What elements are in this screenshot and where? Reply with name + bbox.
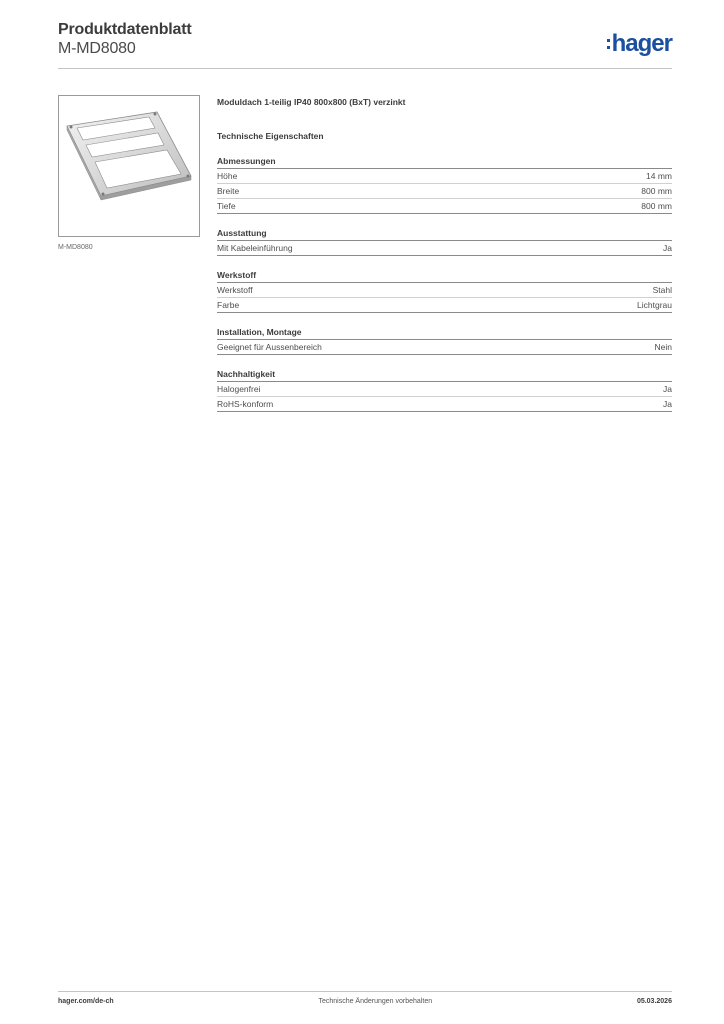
logo-dots-icon [607,39,610,49]
product-photo-icon [59,96,199,236]
footer-divider [58,991,672,992]
spec-value: Ja [663,243,672,253]
spec-group-title: Installation, Montage [217,326,672,340]
spec-group-title: Werkstoff [217,269,672,283]
spec-value: Nein [654,342,672,352]
spec-group-title: Ausstattung [217,227,672,241]
spec-row [217,169,672,184]
footer-disclaimer: Technische Änderungen vorbehalten [318,998,433,1005]
spec-content [217,96,672,412]
spec-label: Breite [217,186,240,196]
spec-row [217,382,672,397]
spec-label: Geeignet für Aussenbereich [217,342,322,352]
spec-row [217,241,672,256]
spec-group-ausstattung [217,227,672,256]
spec-group-installation [217,326,672,355]
spec-group-title: Nachhaltigkeit [217,368,672,382]
footer-website-link[interactable]: hager.com/de-ch [58,998,114,1005]
image-caption: M-MD8080 [58,244,93,251]
spec-value: 800 mm [641,186,672,196]
spec-label: Mit Kabeleinführung [217,243,293,253]
product-number: M-MD8080 [58,40,136,57]
spec-row [217,184,672,199]
spec-row [217,199,672,214]
product-name: Moduldach 1-teilig IP40 800x800 (BxT) verzinkt [217,97,406,107]
spec-value: 800 mm [641,201,672,211]
page-header [58,20,192,58]
spec-value: Ja [663,384,672,394]
spec-value: Ja [663,399,672,409]
spec-value: Stahl [652,285,672,295]
spec-label: Höhe [217,171,238,181]
logo-text: hager [611,30,672,57]
spec-group-title: Abmessungen [217,155,672,169]
spec-row [217,397,672,412]
product-image [58,95,200,237]
section-heading: Technische Eigenschaften [217,131,324,141]
spec-row [217,340,672,355]
spec-value: Lichtgrau [637,300,672,310]
footer-date: 05.03.2026 [636,998,672,1005]
spec-label: Farbe [217,300,240,310]
spec-label: Halogenfrei [217,384,261,394]
spec-label: Tiefe [217,201,236,211]
page-title: Produktdatenblatt [58,21,192,38]
spec-row [217,283,672,298]
spec-group-nachhaltigkeit [217,368,672,412]
hager-logo [607,30,672,58]
spec-value: 14 mm [646,171,672,181]
spec-group-abmessungen [217,155,672,214]
spec-label: RoHS-konform [217,399,274,409]
spec-label: Werkstoff [217,285,253,295]
header-divider [58,68,672,69]
page-footer [58,998,672,1005]
spec-group-werkstoff [217,269,672,313]
spec-row [217,298,672,313]
